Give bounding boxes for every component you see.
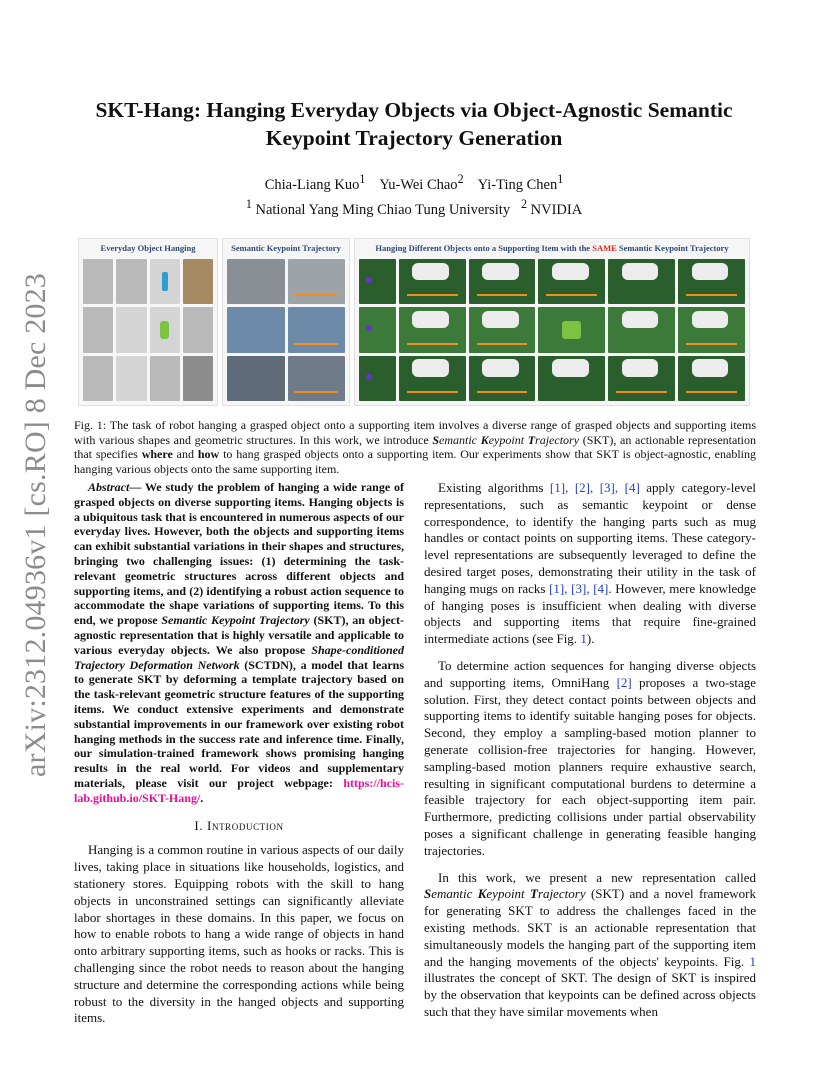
- skt-photo-grid: [227, 259, 345, 401]
- sequence-frame: [469, 356, 536, 401]
- object-photo: [150, 307, 180, 352]
- object-photo: [183, 307, 213, 352]
- author-names: [74, 170, 754, 195]
- object-photo: [116, 307, 146, 352]
- figure-1: [78, 238, 750, 406]
- title-line-1: SKT-Hang: Hanging Everyday Objects via Object-Agnostic Semantic: [95, 98, 733, 122]
- sequence-frame: [399, 259, 466, 304]
- skt-word-emantic: emantic: [431, 886, 478, 902]
- figure-panel-semantic-keypoint-trajectory: [222, 238, 350, 406]
- panel3-title-same: SAME: [592, 243, 617, 253]
- sequence-frame: [608, 356, 675, 401]
- para3-text-mid: (SKT) and a novel framework for generating SKT to address the challenges faced in the existing methods. SKT is an actionable representation that simultaneously models the hanging part of the supporting item and the hanging movements of the objects' keypoints. Fig.: [424, 886, 756, 969]
- sequence-frame: [359, 356, 396, 401]
- citation-link[interactable]: [2]: [616, 674, 632, 690]
- para1-text-mid: apply category-level representations, such as semantic keypoint or dense correspondence, to identify the hanging parts such as mug handles or contact points on supporting items. These category-level representations are subsequently leveraged to define the desired target poses, demonstrating their utility in the task of hanging mugs on racks: [424, 480, 756, 596]
- para2-text-pre: To determine action sequences for hanging diverse objects and supporting items, OmniHang: [424, 657, 756, 690]
- author-3: Yi-Ting Chen: [477, 176, 558, 193]
- para1-end: ).: [586, 631, 595, 647]
- keypoint-marker: [366, 374, 372, 380]
- object-photo-grid: [83, 259, 213, 401]
- figure-caption: [74, 418, 756, 476]
- para1-text-post: . However, mere knowledge of hanging poses is insufficient when dealing with diverse objects and supporting items that require fine-grained intermediate actions (see Fig.: [424, 580, 756, 647]
- hanging-sequence-grid: [359, 259, 745, 401]
- panel3-title-post: Semantic Keypoint Trajectory: [618, 243, 729, 253]
- paper-title: [74, 96, 754, 152]
- section-heading-introduction: I. Introduction: [194, 817, 284, 833]
- abstract-end: .: [200, 790, 204, 805]
- skt-initial-s: S: [424, 886, 432, 902]
- abstract-sctdn-name: Shape-conditioned Trajectory Deformation Network: [74, 642, 404, 672]
- para3-text-post: illustrates the concept of SKT. The design of SKT is inspired by the observation that keypoints can be defined across objects such that they have similar movements when: [424, 970, 756, 1019]
- skt-initial-t: T: [530, 886, 538, 902]
- arxiv-stamp: [14, 273, 58, 777]
- keypoint-marker: [366, 325, 372, 331]
- sequence-frame: [359, 259, 396, 304]
- intro-paragraph-1: Hanging is a common routine in various aspects of our daily lives, taking place in situations like households, logistics, and stationery stores. Equipping robots with the skill to hang objects in unconstrained settings can significantly alleviate labor shortages in these domains. In this paper, we focus on how to enable robots to hang a wide range of objects in hand onto arbitrary supporting items, such as hooks or racks. This is challenging since the robot needs to reason about the hanging structure and determine the corresponding actions while being robust to the diversity in the hanged objects and supporting items.: [74, 842, 404, 1026]
- object-photo: [83, 307, 113, 352]
- abstract: [74, 480, 404, 806]
- author-3-sup: 1: [557, 172, 564, 186]
- sequence-frame: [538, 307, 605, 352]
- citation-link[interactable]: [1], [2], [3], [4]: [549, 480, 640, 495]
- arxiv-id: arXiv:2312.04936v1 [cs.RO] 8 Dec 2023: [19, 273, 52, 777]
- object-photo: [83, 259, 113, 304]
- caption-how: how: [197, 447, 220, 462]
- author-1-sup: 1: [359, 172, 366, 186]
- keypoint-marker: [366, 277, 372, 283]
- figure-panel-everyday-hanging: [78, 238, 218, 406]
- abstract-label: Abstract: [88, 480, 130, 494]
- sequence-frame: [538, 356, 605, 401]
- affiliation-2: NVIDIA: [530, 201, 583, 218]
- object-photo: [83, 356, 113, 401]
- skt-initial-k: K: [477, 886, 487, 902]
- sequence-frame: [469, 259, 536, 304]
- left-column: [74, 480, 404, 1027]
- para2-text-post: proposes a two-stage solution. First, they detect contact points between objects and supporting items to identify suitable hanging poses for objects. Second, they employ a sampling-based motion planner to generate collision-free trajectories for hanging. However, sampling-based motion planners require exhaustive search, resulting in significant computational burdens to determine a feasible trajectory for each object-supporting item pair. Furthermore, predicting collisions under partial observability poses a significant challenge in generating feasible hanging trajectories.: [424, 674, 756, 858]
- panel-title-same-trajectory: [355, 239, 749, 257]
- object-photo: [183, 356, 213, 401]
- sequence-frame: [608, 307, 675, 352]
- figure-panel-same-trajectory: [354, 238, 750, 406]
- sequence-frame: [678, 307, 745, 352]
- project-webpage-link[interactable]: https://hcis-lab.github.io/SKT-Hang/: [74, 775, 404, 805]
- panel3-title-pre: Hanging Different Objects onto a Supporting Item with the: [375, 243, 591, 253]
- abstract-text-3: (SCTDN), a model that learns to generate SKT by deforming a template trajectory based on the task-relevant geometric structure features of the supporting items. We conduct extensive experiments and demonstrate substantial improvements in our framework over existing robot hanging methods in the success rate and inference time. Finally, our simulation-trained framework shows promising hanging results in the real world. For videos and supplementary materials, please visit our project webpage:: [74, 657, 404, 790]
- skt-photo: [288, 259, 346, 304]
- skt-photo: [288, 307, 346, 352]
- sequence-frame: [678, 259, 745, 304]
- sequence-frame: [399, 307, 466, 352]
- skt-photo: [227, 259, 285, 304]
- skt-word-emantic: emantic: [439, 432, 481, 447]
- para1-text-pre: Existing algorithms: [438, 480, 550, 495]
- right-paragraph-1: [424, 480, 756, 648]
- right-column: [424, 480, 756, 1031]
- figure-ref-link[interactable]: 1: [749, 953, 756, 969]
- object-photo: [150, 259, 180, 304]
- author-1: Chia-Liang Kuo: [264, 176, 360, 193]
- skt-photo: [227, 307, 285, 352]
- skt-initial-s: S: [432, 432, 440, 447]
- skt-initial-t: T: [527, 432, 536, 447]
- affiliation-1-sup: 1: [245, 196, 252, 211]
- object-photo: [116, 259, 146, 304]
- citation-link[interactable]: [1], [3], [4]: [549, 580, 609, 596]
- figure-ref-link[interactable]: 1: [580, 631, 587, 647]
- abstract-dash: —: [129, 480, 142, 494]
- right-paragraph-2: [424, 658, 756, 860]
- caption-label: Fig. 1:: [74, 418, 107, 432]
- object-photo: [116, 356, 146, 401]
- skt-word-rajectory: rajectory: [535, 432, 580, 447]
- caption-where: where: [141, 447, 173, 462]
- sequence-frame: [538, 259, 605, 304]
- abstract-skt-name: Semantic Keypoint Trajectory: [161, 613, 310, 628]
- object-photo: [150, 356, 180, 401]
- sequence-frame: [469, 307, 536, 352]
- affiliation-2-sup: 2: [520, 196, 527, 211]
- para3-text-pre: In this work, we present a new representation called: [438, 869, 756, 885]
- sequence-frame: [399, 356, 466, 401]
- author-2: Yu-Wei Chao: [379, 176, 458, 193]
- panel-title-skt: Semantic Keypoint Trajectory: [231, 243, 341, 253]
- skt-initial-k: K: [480, 432, 489, 447]
- skt-photo: [227, 356, 285, 401]
- skt-photo: [288, 356, 346, 401]
- sequence-frame: [359, 307, 396, 352]
- abstract-text-2: (SKT), an object-agnostic representation that is highly versatile and applicable to various everyday objects. We also propose: [74, 613, 404, 657]
- skt-word-eypoint: eypoint: [486, 886, 531, 902]
- title-line-2: Keypoint Trajectory Generation: [265, 126, 563, 150]
- object-photo: [183, 259, 213, 304]
- caption-text-post: to hang grasped objects onto a supporting item. Our experiments show that SKT is object-agnostic, enabling hanging various objects onto the same supporting item.: [74, 447, 757, 476]
- affiliation-1: National Yang Ming Chiao Tung University: [255, 201, 511, 218]
- right-paragraph-3: [424, 870, 756, 1021]
- affiliations: [74, 195, 754, 220]
- author-2-sup: 2: [457, 172, 464, 186]
- caption-text-mid: (SKT), an actionable representation that specifies: [74, 432, 757, 462]
- caption-and: and: [172, 447, 198, 462]
- panel-title-everyday: Everyday Object Hanging: [100, 243, 196, 253]
- caption-text-pre: The task of robot hanging a grasped object onto a supporting item involves a diverse range of grasped objects and supporting items with various shapes and geometric structures. In this work, we introduce: [74, 418, 756, 447]
- author-block: [74, 170, 754, 220]
- skt-word-rajectory: rajectory: [537, 886, 586, 902]
- sequence-frame: [608, 259, 675, 304]
- sequence-frame: [678, 356, 745, 401]
- skt-word-eypoint: eypoint: [488, 432, 528, 447]
- abstract-text-1: We study the problem of hanging a wide range of grasped objects on diverse supporting items. Hanging objects is a ubiquitous task that is encountered in numerous aspects of our everyday lives. However, both the objects and supporting items can exhibit substantial variations in their shapes and structures, bringing two challenging issues: (1) determining the task-relevant geometric structures across different objects and supporting items, and (2) identifying a robust action sequence to accommodate the shape variations of supporting items. To this end, we propose: [74, 480, 404, 628]
